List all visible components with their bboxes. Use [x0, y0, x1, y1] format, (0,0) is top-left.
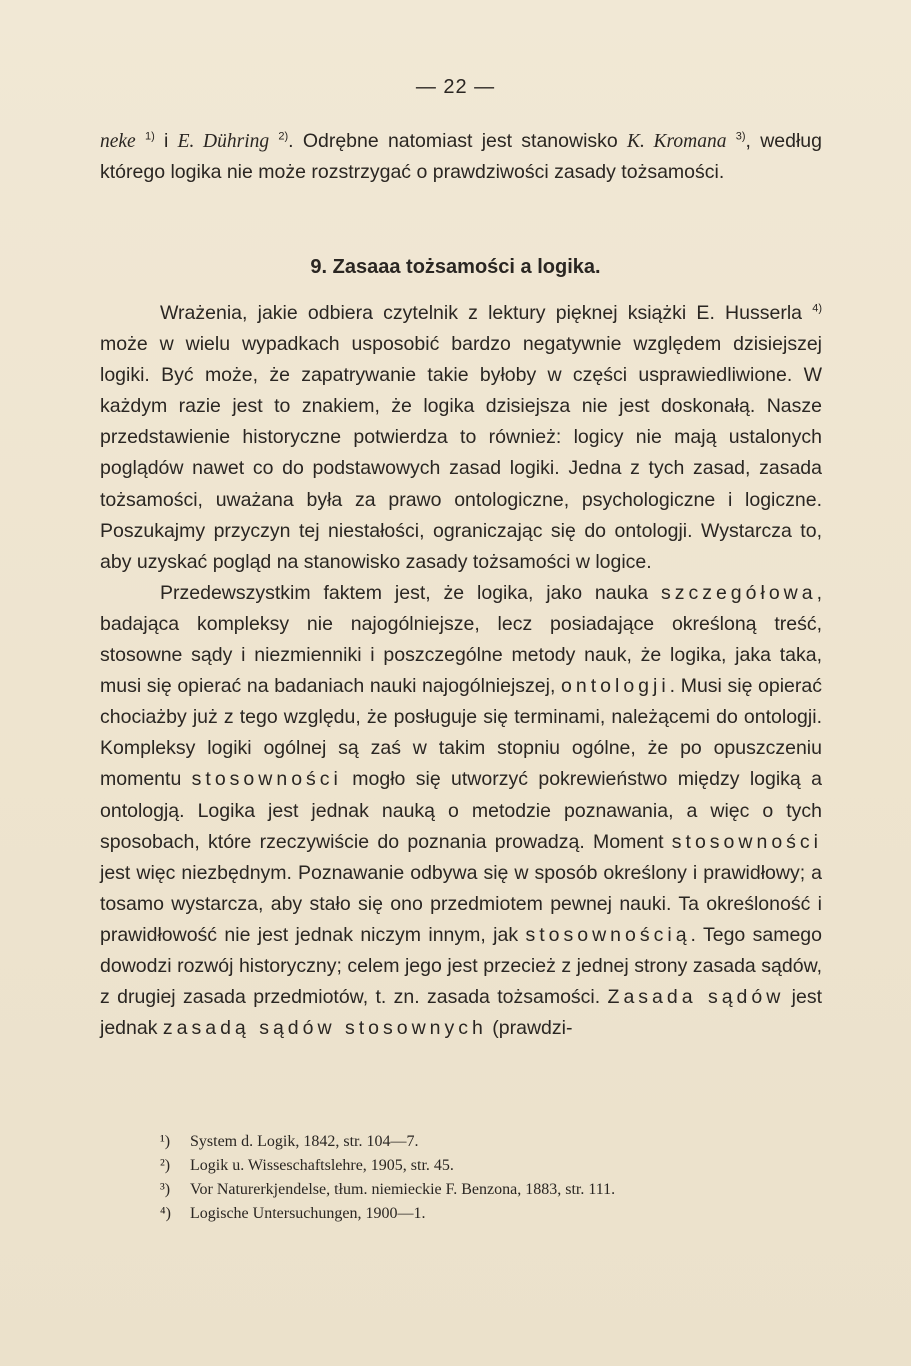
- body-text: Przedewszystkim faktem jest, że logika, jako nauka: [160, 581, 649, 604]
- body-text: jest więc niezbędnym. Poznawanie odbywa się w sposób określony i prawidłowy; a tosamo wystarcza, aby stało się ono przedmiotem pewnej nauki. Ta określoność i prawidłowość nie jest jednak niczym innym, jak: [100, 861, 822, 946]
- footnote: [160, 1130, 820, 1154]
- footnotes: [160, 1130, 820, 1226]
- footnote: [160, 1154, 820, 1178]
- body-text: jest jednak: [100, 986, 823, 1040]
- body-text: . Musi się opierać chociażby już z tego względu, że posługuje się terminami, należącemi do ontologji. Kompleksy logiki ogólnej są zaś w takim stopniu ogólne, że po opuszczeniu momentu: [100, 675, 822, 791]
- footnote-text: Logische Untersuchungen, 1900—1.: [190, 1205, 426, 1222]
- section-heading: 9. Zasaaa tożsamości a logika.: [310, 256, 601, 278]
- footnote-mark: ³): [160, 1181, 171, 1198]
- spaced-emphasis: stosowności: [191, 768, 342, 791]
- footnote-mark: ²): [160, 1157, 171, 1174]
- author-name: neke: [100, 131, 136, 152]
- body-text: (prawdzi-: [486, 1017, 573, 1040]
- footnote-ref: 3): [735, 130, 746, 143]
- footnote-ref: 1): [144, 130, 155, 143]
- spaced-emphasis: stosowności: [671, 830, 823, 853]
- spaced-emphasis: stosownością: [525, 923, 691, 946]
- footnote: [160, 1178, 820, 1202]
- footnote-mark: ⁴): [160, 1205, 171, 1222]
- spaced-emphasis: Zasada sądów: [607, 986, 785, 1009]
- footnote-mark: ¹): [160, 1133, 171, 1150]
- paragraph: [100, 298, 822, 578]
- author-name: K. Kromana: [626, 131, 727, 152]
- footnote-ref: 4): [812, 302, 822, 315]
- spaced-emphasis: zasadą sądów stosownych: [162, 1017, 487, 1040]
- main-text: [100, 298, 822, 1044]
- footnote-ref: 2): [278, 130, 289, 143]
- paragraph: [100, 578, 822, 1044]
- spaced-emphasis: szczegółowa: [660, 581, 817, 604]
- connector-text: i: [163, 130, 169, 152]
- body-text: , badająca kompleksy nie najogólniejsze, lecz posiadające określoną treść, stosowne sądy i niezmienniki i poszczególne metody nauk, że logika, jaka taka, musi się opierać na badaniach nauki najogólniejszej,: [100, 581, 823, 698]
- body-text: mogło się utworzyć pokrewieństwo między logiką a ontologją. Logika jest jednak nauką o metodzie poznawania, a więc o tych sposobach, które rzeczywiście do poznania prowadzą. Moment: [100, 768, 822, 853]
- body-text: . Odrębne natomiast jest stanowisko: [288, 130, 618, 152]
- author-name: E. Dühring: [177, 131, 270, 152]
- body-text: , według którego logika nie może rozstrzygać o prawdziwości zasady tożsamości.: [100, 130, 822, 183]
- spaced-emphasis: ontologji: [561, 675, 670, 698]
- footnote-text: System d. Logik, 1842, str. 104—7.: [190, 1133, 419, 1150]
- body-text: Wrażenia, jakie odbiera czytelnik z lektury pięknej książki E. Husserla: [160, 302, 802, 324]
- footnote-text: Vor Naturerkjendelse, tłum. niemieckie F. Benzona, 1883, str. 111.: [190, 1181, 616, 1198]
- footnote: [160, 1202, 820, 1226]
- body-text: . Tego samego dowodzi rozwój historyczny; celem jego jest przecież z jednej strony zasada sądów, z drugiej zasada przedmiotów, t. zn. zasada tożsamości.: [100, 923, 823, 1009]
- continuation-paragraph: [100, 126, 822, 188]
- footnote-text: Logik u. Wisseschaftslehre, 1905, str. 45.: [190, 1157, 454, 1174]
- body-text: może w wielu wypadkach usposobić bardzo negatywnie względem dzisiejszej logiki. Być może, że zapatrywanie takie byłoby w części usprawiedliwione. W każdym razie jest to znakiem, że logika dzisiejsza nie jest doskonałą. Nasze przedstawienie historyczne potwierdza to również: logicy nie mają ustalonych poglądów nawet co do podstawowych zasad logiki. Jedna z tych zasad, zasada tożsamości, uważana była za prawo ontologiczne, psychologiczne i logiczne. Poszukajmy przyczyn tej niestałości, ograniczając się do ontologji. Wystarcza to, aby uzyskać pogląd na stanowisko zasady tożsamości w logice.: [100, 333, 822, 573]
- page-number: — 22 —: [415, 76, 496, 98]
